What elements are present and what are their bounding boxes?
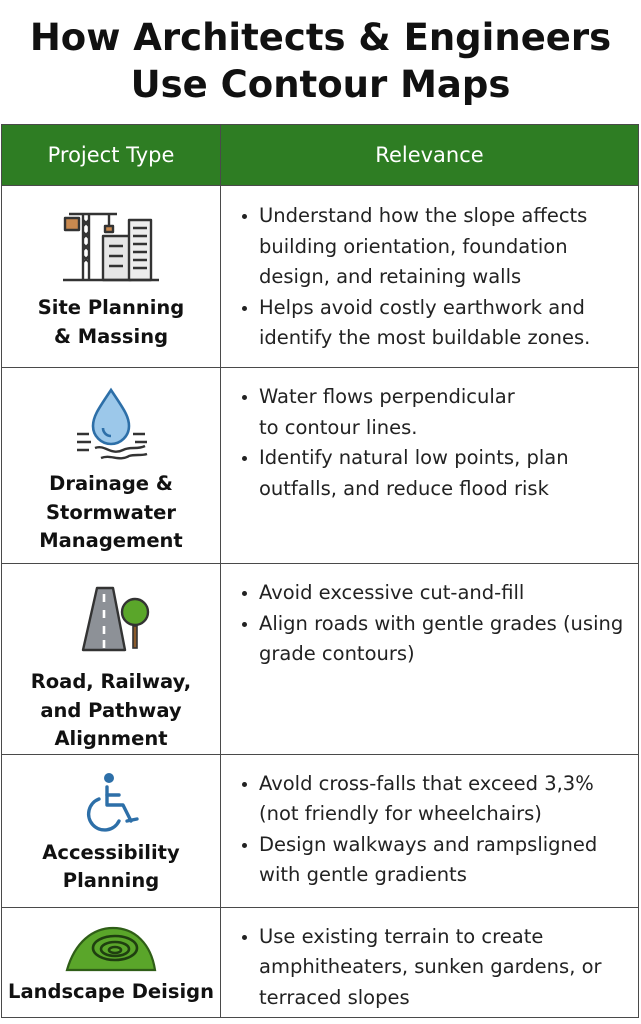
project-type-cell xyxy=(2,186,221,368)
relevance-cell xyxy=(221,907,639,1017)
project-type-label: Drainage & Stormwater Management xyxy=(39,472,183,552)
table-row xyxy=(2,564,639,755)
contour-use-table xyxy=(1,124,639,1018)
road-tree-icon xyxy=(71,584,151,654)
project-type-cell xyxy=(2,564,221,755)
terrain-hill-icon xyxy=(63,922,159,974)
table-header-row xyxy=(2,125,639,186)
project-type-cell xyxy=(2,368,221,564)
relevance-bullet: • Understand how the slope affects building orientation, foundation design, and retaining walls xyxy=(259,201,638,293)
relevance-bullet: • Align roads with gentle grades (using grade contours) xyxy=(259,609,638,670)
relevance-bullet: • Design walkways and rampsligned with gentle gradients xyxy=(259,830,638,891)
project-type-cell xyxy=(2,754,221,907)
relevance-list xyxy=(221,922,638,1014)
relevance-bullet: • Identify natural low points, plan outfalls, and reduce flood risk xyxy=(259,443,638,504)
relevance-cell xyxy=(221,186,639,368)
project-type-header: Project Type xyxy=(2,125,221,186)
relevance-list xyxy=(221,201,638,354)
relevance-list xyxy=(221,578,638,670)
project-type-cell xyxy=(2,907,221,1017)
wheelchair-icon xyxy=(79,771,143,835)
table-row xyxy=(2,907,639,1017)
table-row xyxy=(2,368,639,564)
construction-building-icon xyxy=(63,206,159,284)
project-type-label: Site Planning & Massing xyxy=(37,296,185,348)
relevance-bullet: • Helps avoid costly earthwork and identify the most buildable zones. xyxy=(259,293,638,354)
relevance-bullet: • Use existing terrain to create amphitheaters, sunken gardens, or terraced slopes xyxy=(259,922,638,1014)
relevance-cell xyxy=(221,368,639,564)
relevance-list xyxy=(221,769,638,891)
project-type-label: Accessibility Planning xyxy=(42,840,180,892)
relevance-list xyxy=(221,382,638,504)
project-type-label: Landscape Deisign xyxy=(8,979,214,1003)
relevance-cell xyxy=(221,564,639,755)
project-type-label: Road, Railway, and Pathway Alignment xyxy=(30,670,192,750)
table-row xyxy=(2,754,639,907)
relevance-bullet: • Avoid excessive cut-and-fill xyxy=(259,578,638,609)
page-title: How Architects & Engineers Use Contour Maps xyxy=(29,16,612,106)
relevance-bullet: • Water flows perpendicular to contour lines. xyxy=(259,382,638,443)
water-drop-icon xyxy=(71,386,151,462)
relevance-header: Relevance xyxy=(221,125,639,186)
relevance-cell xyxy=(221,754,639,907)
table-row xyxy=(2,186,639,368)
relevance-bullet: • Avold cross-falls that exceed 3,3% (not friendly for wheelchairs) xyxy=(259,769,638,830)
